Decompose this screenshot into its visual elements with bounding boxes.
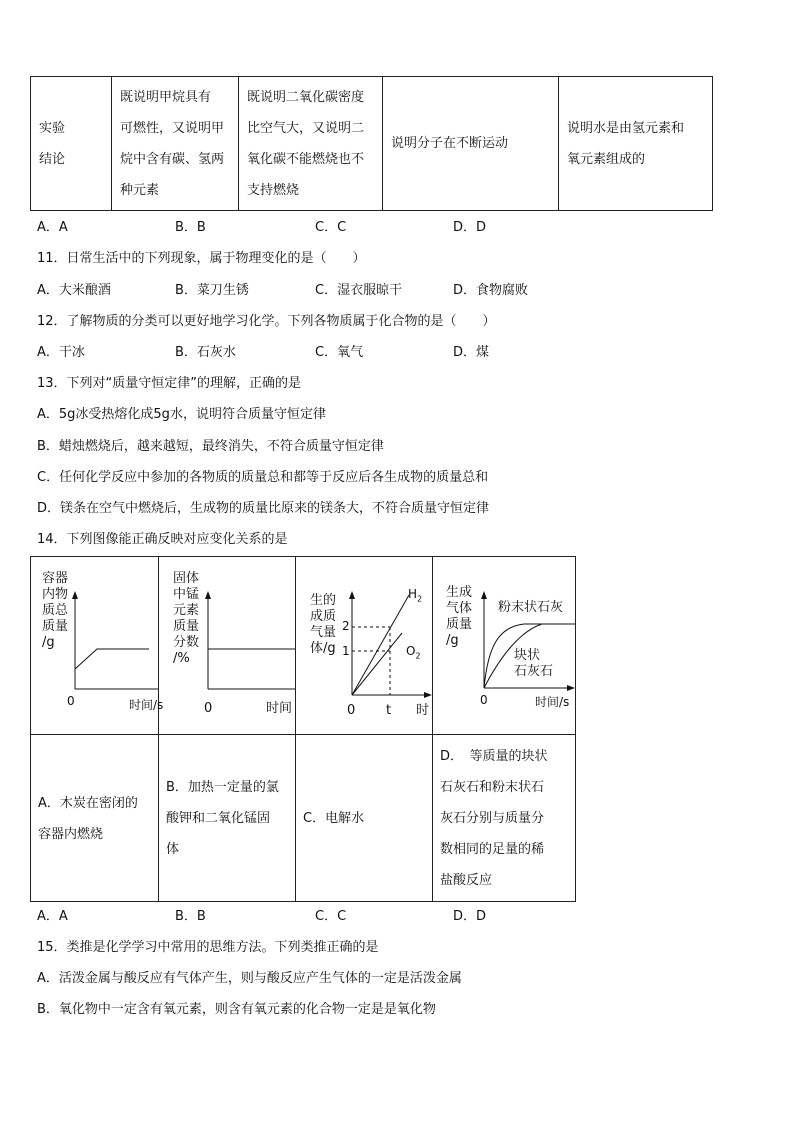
option-d[interactable]: D．镁条在空气中燃烧后，生成物的质量比原来的镁条大，不符合质量守恒定律	[37, 501, 490, 516]
origin-label: 0	[480, 693, 488, 707]
table-cell: 说明水是由氢元素和 氧元素组成的	[559, 77, 713, 211]
powder-label: 粉末状石灰	[498, 600, 564, 615]
option-d[interactable]: D．食物腐败	[453, 283, 529, 298]
option-b[interactable]: B．氧化物中一定含有氧元素，则含有氧元素的化合物一定是是氧化物	[37, 1002, 436, 1017]
option-a[interactable]: A．A	[37, 220, 68, 235]
question-15-stem: 15．类推是化学学习中常用的思维方法。下列类推正确的是	[37, 940, 379, 955]
caption-b: B．加热一定量的氯 酸钾和二氧化锰固 体	[166, 780, 279, 857]
option-c[interactable]: C．任何化学反应中参加的各物质的质量总和都等于反应后各生成物的质量总和	[37, 470, 489, 485]
origin-label: 0	[204, 701, 213, 716]
divider	[31, 734, 575, 735]
option-a[interactable]: A．活泼金属与酸反应有气体产生，则与酸反应产生气体的一定是活泼金属	[37, 971, 462, 986]
option-a[interactable]: A．大米酿酒	[37, 283, 111, 298]
question-11-stem: 11．日常生活中的下列现象，属于物理变化的是（ ）	[37, 251, 366, 266]
question-12-stem: 12．了解物质的分类可以更好地学习化学。下列各物质属于化合物的是（ ）	[37, 314, 496, 329]
option-a[interactable]: A．干冰	[37, 345, 85, 360]
caption-c: C．电解水	[303, 811, 365, 826]
option-b[interactable]: B．石灰水	[175, 345, 236, 360]
origin-label: 0	[347, 703, 356, 718]
option-c[interactable]: C．氧气	[315, 345, 364, 360]
option-c[interactable]: C．湿衣服晾干	[315, 283, 403, 298]
o2-label: $O_2$	[406, 644, 421, 661]
option-b[interactable]: B．B	[175, 909, 206, 924]
option-a[interactable]: A．A	[37, 909, 68, 924]
y-tick-2: 2	[342, 619, 350, 633]
option-c[interactable]: C．C	[315, 909, 347, 924]
y-axis-label: 生的 成质 气量 体/g	[310, 593, 337, 656]
t-label: t	[386, 703, 392, 718]
conclusion-table	[30, 76, 713, 211]
caption-a: A．木炭在密闭的 容器内燃烧	[38, 796, 138, 842]
caption-d: D． 等质量的块状 石灰石和粉末状石 灰石分别与质量分 数相同的足量的稀 盐酸反应	[440, 749, 548, 888]
option-b[interactable]: B．菜刀生锈	[175, 283, 249, 298]
option-d[interactable]: D．D	[453, 909, 487, 924]
option-d[interactable]: D．煤	[453, 345, 490, 360]
x-axis-label: 时间/s	[535, 695, 570, 709]
graph-table	[30, 556, 576, 902]
x-axis-label: 时	[416, 703, 430, 718]
option-b[interactable]: B．B	[175, 220, 206, 235]
option-d[interactable]: D．D	[453, 220, 487, 235]
lump-label: 块状 石灰石	[514, 648, 554, 679]
origin-label: 0	[67, 694, 75, 708]
x-axis-label: 时间/s	[129, 698, 164, 712]
y-tick-1: 1	[342, 644, 350, 658]
y-axis-label: 固体 中锰 元素 质量 分数 /%	[173, 571, 200, 666]
question-14-stem: 14．下列图像能正确反映对应变化关系的是	[37, 532, 288, 547]
option-b[interactable]: B．蜡烛燃烧后，越来越短，最终消失，不符合质量守恒定律	[37, 439, 384, 454]
y-axis-label: 容器 内物 质总 质量 /g	[42, 571, 69, 650]
option-a[interactable]: A．5g冰受热熔化成5g水，说明符合质量守恒定律	[37, 407, 326, 422]
table-cell: 既说明二氧化碳密度 比空气大，又说明二 氧化碳不能燃烧也不 支持燃烧	[239, 77, 383, 211]
question-13-stem: 13．下列对“质量守恒定律”的理解，正确的是	[37, 376, 302, 391]
x-axis-label: 时间	[266, 701, 293, 716]
h2-label: $H_2$	[408, 587, 423, 604]
table-cell: 既说明甲烷具有 可燃性，又说明甲 烷中含有碳、氢两 种元素	[112, 77, 239, 211]
table-header-cell: 实验 结论	[31, 77, 112, 211]
table-cell: 说明分子在不断运动	[383, 77, 559, 211]
y-axis-label: 生成 气体 质量 /g	[446, 585, 473, 648]
option-c[interactable]: C．C	[315, 220, 347, 235]
